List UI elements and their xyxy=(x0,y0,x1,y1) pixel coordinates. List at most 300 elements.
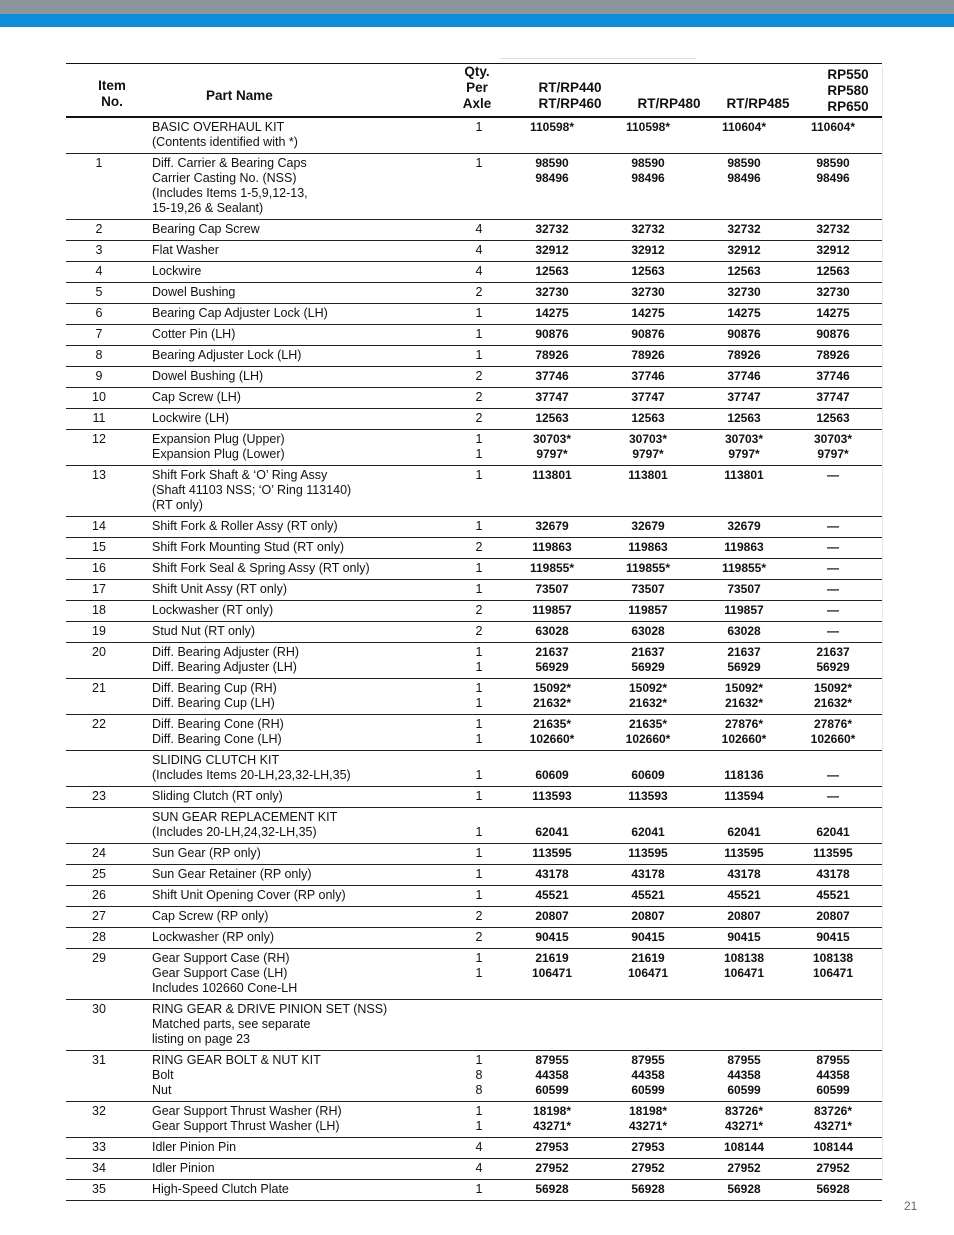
cell-item-no-text: 11 xyxy=(92,411,106,425)
cell-rt-rp440-460 xyxy=(504,1182,600,1197)
cell-rt-rp480 xyxy=(600,327,696,342)
cell-item-no-text: 26 xyxy=(92,888,106,902)
cell-rt-rp485-line: 21632* xyxy=(724,696,764,710)
top-blue-band xyxy=(0,14,954,27)
cell-rt-rp485 xyxy=(696,951,792,996)
cell-rt-rp485-line: 90415 xyxy=(727,930,761,944)
cell-item-no xyxy=(66,369,132,384)
cell-rp550-580-650 xyxy=(792,120,874,150)
cell-rp550-580-650-line: 32730 xyxy=(816,285,850,299)
cell-rt-rp440-460 xyxy=(504,285,600,300)
cell-rp550-580-650 xyxy=(792,1140,874,1155)
cell-rt-rp480 xyxy=(600,1182,696,1197)
cell-rp550-580-650-line: — xyxy=(827,603,839,617)
cell-rt-rp480 xyxy=(600,156,696,216)
cell-rt-rp485 xyxy=(696,348,792,363)
cell-qty-line: 1 xyxy=(475,447,483,461)
cell-rt-rp440-460 xyxy=(504,1053,600,1098)
cell-rt-rp485 xyxy=(696,1182,792,1197)
table-row xyxy=(66,679,882,715)
header-faint-rule xyxy=(500,58,696,59)
cell-rt-rp485 xyxy=(696,120,792,150)
cell-part-name xyxy=(132,951,448,996)
cell-part-name-line: BASIC OVERHAUL KIT xyxy=(152,120,285,134)
cell-rt-rp440-460-line xyxy=(504,810,600,825)
cell-rt-rp480 xyxy=(600,306,696,321)
cell-rt-rp480 xyxy=(600,1140,696,1155)
cell-item-no xyxy=(66,243,132,258)
header-item-no: Item No. xyxy=(98,78,126,109)
cell-part-name xyxy=(132,540,448,555)
table-row xyxy=(66,283,882,304)
cell-rp550-580-650-line: 20807 xyxy=(816,909,850,923)
cell-part-name-line: Carrier Casting No. (NSS) xyxy=(152,171,297,185)
cell-rp550-580-650-line: 60599 xyxy=(816,1083,850,1097)
cell-rt-rp485-line: 83726* xyxy=(724,1104,764,1118)
header-qty-per-axle: Qty. Per Axle xyxy=(462,64,492,111)
cell-qty-line: 1 xyxy=(475,681,483,695)
cell-rt-rp440-460 xyxy=(504,540,600,555)
cell-rt-rp485 xyxy=(696,540,792,555)
cell-rp550-580-650-line: 56928 xyxy=(816,1182,850,1196)
cell-rp550-580-650-line: — xyxy=(827,519,839,533)
cell-part-name-line: Expansion Plug (Upper) xyxy=(152,432,285,446)
cell-item-no-text: 7 xyxy=(95,327,103,341)
cell-qty-line: 2 xyxy=(475,930,483,944)
cell-rt-rp480-line: 106471 xyxy=(627,966,669,980)
cell-item-no xyxy=(66,432,132,462)
cell-qty xyxy=(448,432,504,462)
cell-rt-rp480 xyxy=(600,285,696,300)
cell-rt-rp440-460-line: 110598* xyxy=(529,120,575,134)
cell-rp550-580-650-line: — xyxy=(827,789,839,803)
cell-rt-rp485 xyxy=(696,603,792,618)
cell-rt-rp480 xyxy=(600,222,696,237)
cell-qty xyxy=(448,222,504,237)
cell-rt-rp485-line: 113801 xyxy=(724,468,764,482)
cell-item-no-text: 27 xyxy=(92,909,106,923)
cell-rp550-580-650-line: 90876 xyxy=(816,327,850,341)
cell-rt-rp480-line: 43271* xyxy=(628,1119,668,1133)
cell-part-name xyxy=(132,243,448,258)
cell-rt-rp440-460-line: 113801 xyxy=(532,468,572,482)
cell-qty xyxy=(448,264,504,279)
cell-qty xyxy=(448,582,504,597)
cell-part-name xyxy=(132,810,448,840)
cell-rt-rp440-460-line: 44358 xyxy=(535,1068,569,1082)
cell-part-name xyxy=(132,1104,448,1134)
cell-item-no-text: 8 xyxy=(95,348,103,362)
cell-item-no-text xyxy=(66,753,132,768)
cell-qty xyxy=(448,1104,504,1134)
cell-part-name-line: High-Speed Clutch Plate xyxy=(152,1182,289,1196)
cell-rt-rp480-line: 9797* xyxy=(632,447,664,461)
cell-rt-rp485-line xyxy=(696,1002,792,1017)
parts-table xyxy=(66,63,882,1201)
cell-qty-line: 1 xyxy=(475,825,483,839)
cell-part-name-line: Gear Support Thrust Washer (LH) xyxy=(152,1119,340,1133)
cell-rt-rp440-460 xyxy=(504,243,600,258)
table-row xyxy=(66,928,882,949)
cell-rt-rp440-460 xyxy=(504,390,600,405)
cell-rt-rp485-line: 43271* xyxy=(724,1119,764,1133)
cell-rt-rp485 xyxy=(696,810,792,840)
cell-qty-line: 2 xyxy=(475,624,483,638)
cell-rt-rp440-460 xyxy=(504,846,600,861)
cell-rt-rp440-460 xyxy=(504,222,600,237)
cell-rt-rp440-460-line: 43271* xyxy=(532,1119,572,1133)
cell-rt-rp440-460 xyxy=(504,561,600,576)
cell-part-name-line: Bolt xyxy=(152,1068,174,1082)
cell-rt-rp440-460-line: 32679 xyxy=(535,519,569,533)
cell-qty xyxy=(448,390,504,405)
table-row xyxy=(66,601,882,622)
cell-part-name xyxy=(132,369,448,384)
cell-rt-rp480-line: 87955 xyxy=(631,1053,665,1067)
cell-part-name xyxy=(132,285,448,300)
cell-part-name xyxy=(132,519,448,534)
cell-item-no-text: 28 xyxy=(92,930,106,944)
cell-part-name-line: Shift Unit Opening Cover (RP only) xyxy=(152,888,346,902)
cell-item-no xyxy=(66,645,132,675)
cell-part-name-line: listing on page 23 xyxy=(152,1032,250,1046)
cell-rt-rp485 xyxy=(696,888,792,903)
cell-qty-line: 1 xyxy=(475,768,483,782)
cell-rt-rp440-460-line: 60609 xyxy=(535,768,569,782)
cell-part-name-line: Cotter Pin (LH) xyxy=(152,327,236,341)
cell-rt-rp480-line: 27953 xyxy=(631,1140,665,1154)
cell-rt-rp485 xyxy=(696,327,792,342)
cell-qty-line: 1 xyxy=(475,306,483,320)
cell-rt-rp440-460 xyxy=(504,789,600,804)
cell-rt-rp485 xyxy=(696,264,792,279)
cell-part-name xyxy=(132,867,448,882)
table-row xyxy=(66,1051,882,1102)
cell-rp550-580-650 xyxy=(792,753,874,783)
cell-part-name-line: Diff. Bearing Cone (RH) xyxy=(152,717,284,731)
cell-rp550-580-650-line: 30703* xyxy=(813,432,853,446)
cell-rt-rp485 xyxy=(696,681,792,711)
cell-rp550-580-650-line: 108144 xyxy=(812,1140,854,1154)
table-row xyxy=(66,262,882,283)
cell-rt-rp485-line: 118136 xyxy=(724,768,764,782)
cell-rp550-580-650 xyxy=(792,411,874,426)
cell-item-no-text: 14 xyxy=(92,519,106,533)
cell-rt-rp480-line: 37747 xyxy=(631,390,665,404)
cell-part-name-line: (Contents identified with *) xyxy=(152,135,298,149)
cell-item-no xyxy=(66,540,132,555)
table-row xyxy=(66,751,882,787)
cell-rt-rp480-line: 27952 xyxy=(631,1161,665,1175)
cell-part-name-line: Dowel Bushing xyxy=(152,285,236,299)
cell-part-name-line: SUN GEAR REPLACEMENT KIT xyxy=(152,810,338,824)
cell-rt-rp485-line: 14275 xyxy=(727,306,761,320)
cell-rt-rp480 xyxy=(600,909,696,924)
cell-rt-rp485 xyxy=(696,222,792,237)
cell-rt-rp480 xyxy=(600,120,696,150)
cell-part-name-line: (Includes Items 20-LH,23,32-LH,35) xyxy=(152,768,351,782)
cell-rt-rp440-460-line: 45521 xyxy=(535,888,569,902)
cell-rt-rp485-line: 108138 xyxy=(723,951,765,965)
cell-qty xyxy=(448,1161,504,1176)
header-rp550-580-650: RP550 RP580 RP650 xyxy=(827,67,869,114)
cell-rt-rp480 xyxy=(600,519,696,534)
cell-rt-rp440-460 xyxy=(504,810,600,840)
cell-rt-rp485-line: 9797* xyxy=(728,447,760,461)
cell-part-name xyxy=(132,909,448,924)
cell-rp550-580-650 xyxy=(792,369,874,384)
cell-rp550-580-650-line: 27952 xyxy=(816,1161,850,1175)
cell-item-no-text: 31 xyxy=(92,1053,106,1067)
cell-part-name xyxy=(132,582,448,597)
cell-rt-rp480 xyxy=(600,603,696,618)
cell-rt-rp485 xyxy=(696,846,792,861)
cell-part-name-line: Stud Nut (RT only) xyxy=(152,624,256,638)
cell-qty-line: 4 xyxy=(475,243,483,257)
cell-rp550-580-650 xyxy=(792,1161,874,1176)
cell-item-no-text: 30 xyxy=(92,1002,106,1016)
cell-item-no xyxy=(66,411,132,426)
cell-rt-rp485 xyxy=(696,789,792,804)
cell-rp550-580-650 xyxy=(792,1053,874,1098)
cell-item-no xyxy=(66,390,132,405)
cell-part-name-line: Nut xyxy=(152,1083,172,1097)
cell-qty xyxy=(448,411,504,426)
cell-rp550-580-650-line xyxy=(792,753,874,768)
table-row xyxy=(66,1159,882,1180)
top-grey-band xyxy=(0,0,954,14)
cell-part-name-line: (Includes 20-LH,24,32-LH,35) xyxy=(152,825,317,839)
cell-rt-rp480 xyxy=(600,789,696,804)
table-row xyxy=(66,1180,882,1201)
cell-rt-rp485-line: 21637 xyxy=(727,645,761,659)
cell-rp550-580-650 xyxy=(792,348,874,363)
cell-item-no xyxy=(66,582,132,597)
cell-rt-rp480 xyxy=(600,846,696,861)
cell-part-name-line: Idler Pinion Pin xyxy=(152,1140,237,1154)
cell-rt-rp480 xyxy=(600,753,696,783)
cell-item-no xyxy=(66,348,132,363)
cell-rt-rp440-460-line: 37746 xyxy=(535,369,569,383)
cell-rt-rp440-460 xyxy=(504,1002,600,1047)
cell-rp550-580-650-line: 113595 xyxy=(813,846,853,860)
cell-rp550-580-650 xyxy=(792,156,874,216)
cell-rt-rp480-line: 119857 xyxy=(628,603,668,617)
cell-rt-rp485-line: 62041 xyxy=(727,825,761,839)
cell-rp550-580-650-line: 21632* xyxy=(813,696,853,710)
table-row xyxy=(66,430,882,466)
cell-rt-rp480 xyxy=(600,645,696,675)
cell-rt-rp485-line: 27876* xyxy=(724,717,764,731)
cell-rp550-580-650-line: — xyxy=(827,540,839,554)
cell-rt-rp480 xyxy=(600,432,696,462)
cell-item-no xyxy=(66,519,132,534)
cell-qty-line: 1 xyxy=(475,696,483,710)
header-rt-rp440-460: RT/RP440 RT/RP460 xyxy=(538,80,602,111)
table-row xyxy=(66,118,882,154)
table-row xyxy=(66,220,882,241)
cell-rt-rp485-line: 60599 xyxy=(727,1083,761,1097)
cell-rt-rp480 xyxy=(600,888,696,903)
cell-part-name xyxy=(132,645,448,675)
cell-rp550-580-650 xyxy=(792,951,874,996)
cell-item-no xyxy=(66,930,132,945)
cell-rt-rp480-line: 62041 xyxy=(631,825,665,839)
cell-item-no-text: 20 xyxy=(92,645,106,659)
cell-rp550-580-650-line xyxy=(792,810,874,825)
cell-rt-rp480-line: 113595 xyxy=(628,846,668,860)
cell-rt-rp440-460-line: 37747 xyxy=(535,390,569,404)
cell-item-no-text: 3 xyxy=(95,243,103,257)
cell-rt-rp440-460 xyxy=(504,468,600,513)
cell-part-name xyxy=(132,411,448,426)
cell-rp550-580-650-line: — xyxy=(827,582,839,596)
cell-qty-line: 1 xyxy=(475,867,483,881)
cell-rp550-580-650 xyxy=(792,681,874,711)
cell-item-no xyxy=(66,1182,132,1197)
cell-rt-rp440-460-line: 90876 xyxy=(535,327,569,341)
cell-rp550-580-650-line: 9797* xyxy=(817,447,849,461)
cell-item-no-text: 29 xyxy=(92,951,106,965)
table-row xyxy=(66,241,882,262)
table-row xyxy=(66,517,882,538)
cell-rt-rp480 xyxy=(600,264,696,279)
cell-rt-rp440-460-line: 21637 xyxy=(535,645,569,659)
cell-qty-line: 1 xyxy=(475,582,483,596)
cell-item-no xyxy=(66,285,132,300)
cell-part-name-line: Shift Unit Assy (RT only) xyxy=(152,582,287,596)
cell-part-name xyxy=(132,681,448,711)
cell-part-name-line: (Shaft 41103 NSS; ‘O’ Ring 113140) xyxy=(152,483,352,497)
cell-rp550-580-650-line: 44358 xyxy=(816,1068,850,1082)
cell-rt-rp440-460 xyxy=(504,156,600,216)
cell-part-name xyxy=(132,717,448,747)
cell-qty xyxy=(448,951,504,996)
cell-rp550-580-650 xyxy=(792,789,874,804)
cell-rt-rp440-460-line: 14275 xyxy=(535,306,569,320)
cell-qty-line: 1 xyxy=(475,1053,483,1067)
cell-item-no-text: 15 xyxy=(92,540,106,554)
cell-rt-rp440-460-line: 73507 xyxy=(535,582,569,596)
cell-item-no-text: 4 xyxy=(95,264,103,278)
table-row xyxy=(66,325,882,346)
cell-item-no xyxy=(66,222,132,237)
cell-rt-rp440-460-line xyxy=(504,1002,600,1017)
cell-rt-rp480-line: 98590 xyxy=(631,156,665,170)
cell-qty xyxy=(448,285,504,300)
cell-rt-rp440-460-line: 27952 xyxy=(535,1161,569,1175)
cell-qty-line: 1 xyxy=(475,519,483,533)
cell-rt-rp440-460-line: 9797* xyxy=(536,447,568,461)
cell-rt-rp480 xyxy=(600,1104,696,1134)
cell-rt-rp485-line: 113594 xyxy=(724,789,764,803)
cell-rt-rp440-460 xyxy=(504,369,600,384)
cell-rp550-580-650 xyxy=(792,243,874,258)
cell-qty xyxy=(448,348,504,363)
cell-item-no xyxy=(66,1104,132,1134)
cell-rt-rp485-line: 32679 xyxy=(727,519,761,533)
cell-rt-rp485-line: 27952 xyxy=(727,1161,761,1175)
cell-qty xyxy=(448,624,504,639)
cell-qty-line: 1 xyxy=(475,888,483,902)
cell-item-no xyxy=(66,561,132,576)
cell-rt-rp480-line: 119855* xyxy=(625,561,671,575)
cell-rt-rp485 xyxy=(696,306,792,321)
cell-rt-rp485-line: 32730 xyxy=(727,285,761,299)
cell-qty xyxy=(448,753,504,783)
cell-qty-line: 1 xyxy=(475,468,483,482)
cell-rt-rp440-460-line: 119863 xyxy=(532,540,572,554)
cell-rp550-580-650 xyxy=(792,1182,874,1197)
cell-rt-rp485 xyxy=(696,561,792,576)
cell-rt-rp480-line: 113593 xyxy=(628,789,668,803)
cell-rt-rp440-460-line: 62041 xyxy=(535,825,569,839)
cell-rt-rp485-line: 110604* xyxy=(721,120,767,134)
cell-item-no xyxy=(66,888,132,903)
cell-item-no-text: 24 xyxy=(92,846,106,860)
cell-part-name-line: RING GEAR BOLT & NUT KIT xyxy=(152,1053,321,1067)
cell-rt-rp485 xyxy=(696,909,792,924)
cell-item-no-text: 19 xyxy=(92,624,106,638)
cell-qty xyxy=(448,930,504,945)
cell-item-no xyxy=(66,717,132,747)
cell-part-name xyxy=(132,603,448,618)
cell-qty xyxy=(448,156,504,216)
cell-part-name-line: Bearing Cap Screw xyxy=(152,222,260,236)
cell-qty-line: 8 xyxy=(475,1068,483,1082)
cell-item-no xyxy=(66,681,132,711)
cell-rt-rp480-line: 15092* xyxy=(628,681,668,695)
cell-qty-line: 2 xyxy=(475,603,483,617)
cell-rp550-580-650 xyxy=(792,717,874,747)
table-row xyxy=(66,409,882,430)
cell-part-name xyxy=(132,348,448,363)
cell-rt-rp485-line: 73507 xyxy=(727,582,761,596)
cell-rt-rp485 xyxy=(696,1104,792,1134)
cell-qty xyxy=(448,867,504,882)
cell-rt-rp480-line: 90415 xyxy=(631,930,665,944)
cell-rt-rp440-460-line: 106471 xyxy=(531,966,573,980)
cell-qty-line: 1 xyxy=(475,1182,483,1196)
cell-rt-rp480-line: 21635* xyxy=(628,717,668,731)
cell-rt-rp440-460-line: 56929 xyxy=(535,660,569,674)
cell-rt-rp440-460 xyxy=(504,888,600,903)
cell-qty xyxy=(448,1053,504,1098)
cell-rt-rp485-line: 15092* xyxy=(724,681,764,695)
cell-part-name-line: 15-19,26 & Sealant) xyxy=(152,201,264,215)
cell-rt-rp480-line: 37746 xyxy=(631,369,665,383)
cell-rt-rp480 xyxy=(600,1002,696,1047)
cell-part-name xyxy=(132,1053,448,1098)
cell-rp550-580-650-line: 62041 xyxy=(816,825,850,839)
cell-rt-rp480-line: 43178 xyxy=(631,867,665,881)
cell-rt-rp480-line: 60609 xyxy=(631,768,665,782)
cell-part-name xyxy=(132,753,448,783)
cell-qty-line: 1 xyxy=(475,717,483,731)
cell-item-no-text: 32 xyxy=(92,1104,106,1118)
cell-rt-rp440-460-line: 20807 xyxy=(535,909,569,923)
cell-rt-rp440-460-line: 90415 xyxy=(535,930,569,944)
cell-rp550-580-650 xyxy=(792,222,874,237)
cell-rt-rp480 xyxy=(600,624,696,639)
cell-qty-line: 1 xyxy=(475,120,483,134)
cell-qty-line: 1 xyxy=(475,348,483,362)
cell-rp550-580-650-line: 15092* xyxy=(813,681,853,695)
cell-rp550-580-650 xyxy=(792,327,874,342)
cell-part-name-line: Sliding Clutch (RT only) xyxy=(152,789,283,803)
cell-item-no-text: 25 xyxy=(92,867,106,881)
header-part-name: Part Name xyxy=(206,88,273,103)
